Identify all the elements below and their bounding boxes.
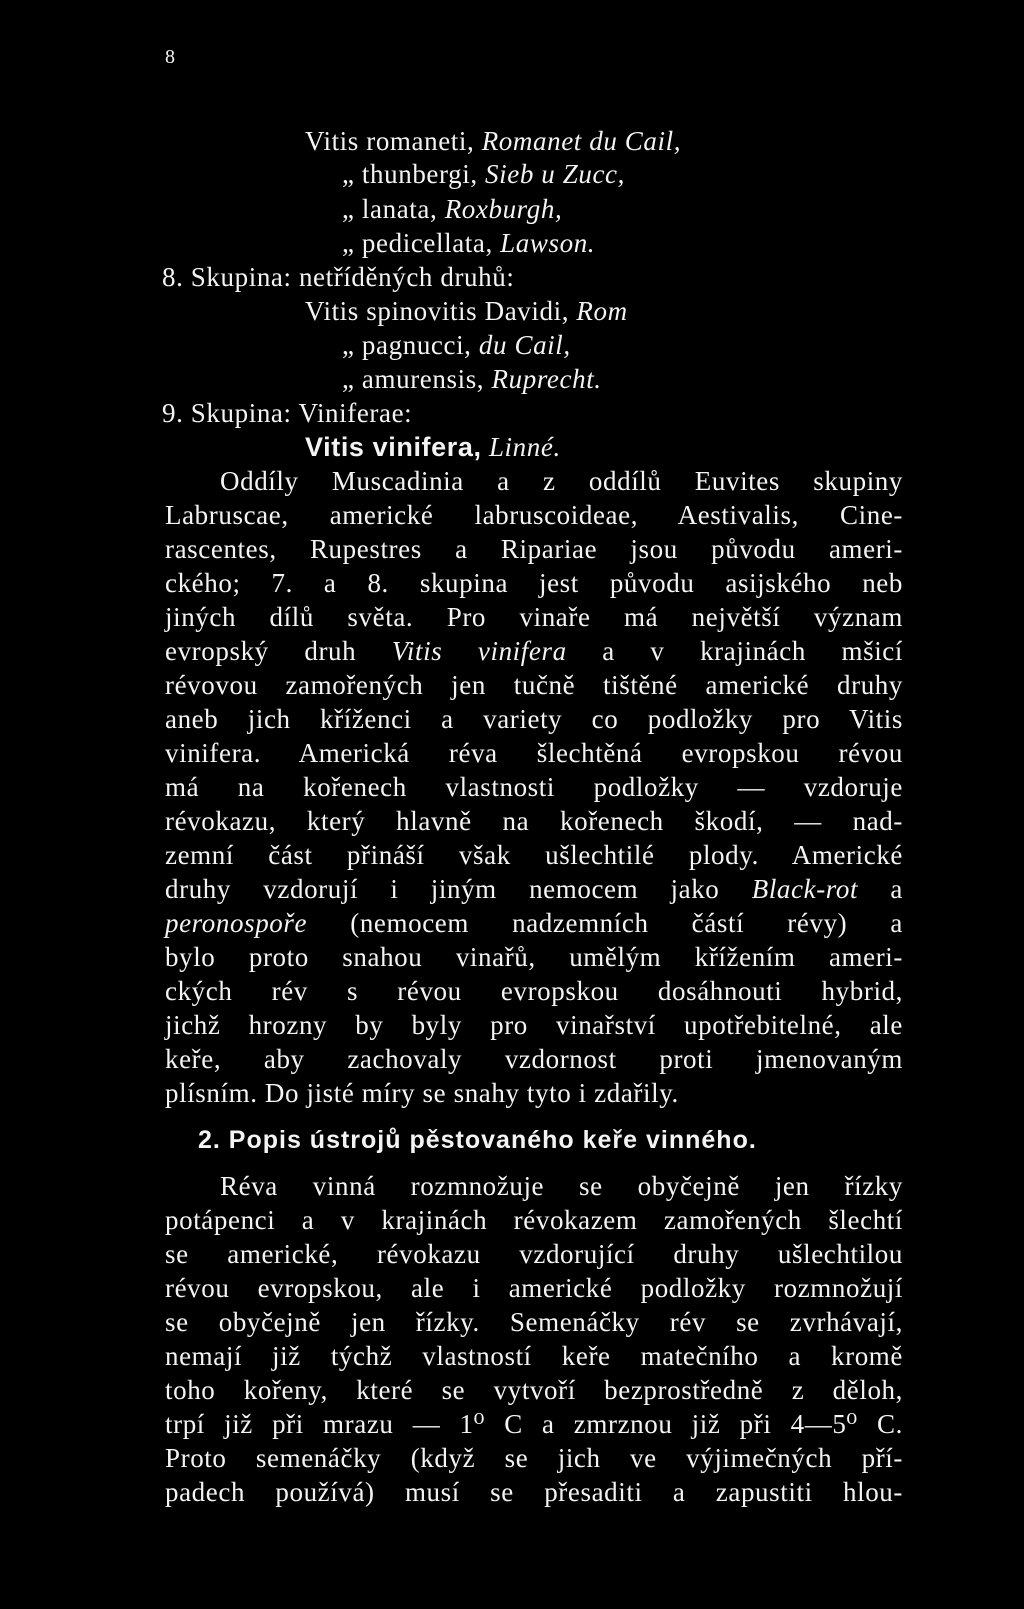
paragraph-line: ckých rév s révou evropskou dosáhnouti hybrid, xyxy=(165,976,903,1006)
paragraph-line: Oddíly Muscadinia a z oddílů Euvites skupiny xyxy=(220,466,903,496)
species-line: Vitis spinovitis Davidi, Rom xyxy=(305,296,628,326)
paragraph-line: révokazu, který hlavně na kořenech škodí, — nad- xyxy=(165,806,903,836)
paragraph-line: révovou zamořených jen tučně tištěné americké druhy xyxy=(165,670,903,700)
paragraph-line: rascentes, Rupestres a Ripariae jsou původu ameri- xyxy=(165,534,903,564)
paragraph-line: jichž hrozny by byly pro vinařství upotřebitelné, ale xyxy=(165,1010,903,1040)
paragraph-line: Labruscae, americké labruscoideae, Aestivalis, Cine- xyxy=(165,500,903,530)
species-line: Vitis romaneti, Romanet du Cail, xyxy=(305,126,682,156)
species-line: „ pedicellata, Lawson. xyxy=(342,228,596,258)
paragraph-line: má na kořenech vlastnosti podložky — vzdoruje xyxy=(165,772,903,802)
paragraph-line: Proto semenáčky (když se jich ve výjimečných pří- xyxy=(165,1443,903,1473)
paragraph-line: peronospoře (nemocem nadzemních částí révy) a xyxy=(165,908,903,938)
species-line: „ thunbergi, Sieb u Zucc, xyxy=(342,159,625,189)
paragraph-line: trpí již při mrazu — 1⁰ C a zmrznou již při 4—5⁰ C. xyxy=(165,1409,903,1439)
paragraph-line: jiných dílů světa. Pro vinaře má největší význam xyxy=(165,602,903,632)
paragraph-line: Réva vinná rozmnožuje se obyčejně jen řízky xyxy=(220,1171,903,1201)
paragraph-line: toho kořeny, které se vytvoří bezprostředně z děloh, xyxy=(165,1375,903,1405)
section-heading: 2. Popis ústrojů pěstovaného keře vinného. xyxy=(198,1126,757,1154)
paragraph-line: ckého; 7. a 8. skupina jest původu asijského neb xyxy=(165,568,903,598)
paragraph-line: nemají již týchž vlastností keře matečního a kromě xyxy=(165,1341,903,1371)
species-line: „ amurensis, Ruprecht. xyxy=(342,364,602,394)
paragraph-line: potápenci a v krajinách révokazem zamořených šlechtí xyxy=(165,1205,903,1235)
paragraph-line: révou evropskou, ale i americké podložky rozmnožují xyxy=(165,1273,903,1303)
paragraph-line: evropský druh Vitis vinifera a v krajinách mšicí xyxy=(165,636,903,666)
paragraph-line: zemní část přináší však ušlechtilé plody. Americké xyxy=(165,840,903,870)
paragraph-line: plísním. Do jisté míry se snahy tyto i zdařily. xyxy=(165,1078,679,1108)
paragraph-line: druhy vzdorují i jiným nemocem jako Black-rot a xyxy=(165,874,904,904)
paragraph-line: padech používá) musí se přesaditi a zapustiti hlou- xyxy=(165,1477,903,1507)
paragraph-line: aneb jich kříženci a variety co podložky pro Vitis xyxy=(165,704,903,734)
paragraph-line: keře, aby zachovaly vzdornost proti jmenovaným xyxy=(165,1044,903,1074)
page-number: 8 xyxy=(165,46,175,68)
paragraph-line: bylo proto snahou vinařů, umělým křížením ameri- xyxy=(165,942,903,972)
paragraph-line: se obyčejně jen řízky. Semenáčky rév se zvrhávají, xyxy=(165,1307,903,1337)
group-heading: 8. Skupina: netříděných druhů: xyxy=(162,262,515,292)
paragraph-line: se americké, révokazu vzdorující druhy ušlechtilou xyxy=(165,1239,903,1269)
species-line: Vitis vinifera, Linné. xyxy=(305,432,561,462)
species-line: „ pagnucci, du Cail, xyxy=(342,330,571,360)
species-line: „ lanata, Roxburgh, xyxy=(342,194,563,224)
paragraph-line: vinifera. Americká réva šlechtěná evropskou révou xyxy=(165,738,903,768)
group-heading: 9. Skupina: Viniferae: xyxy=(162,398,413,428)
